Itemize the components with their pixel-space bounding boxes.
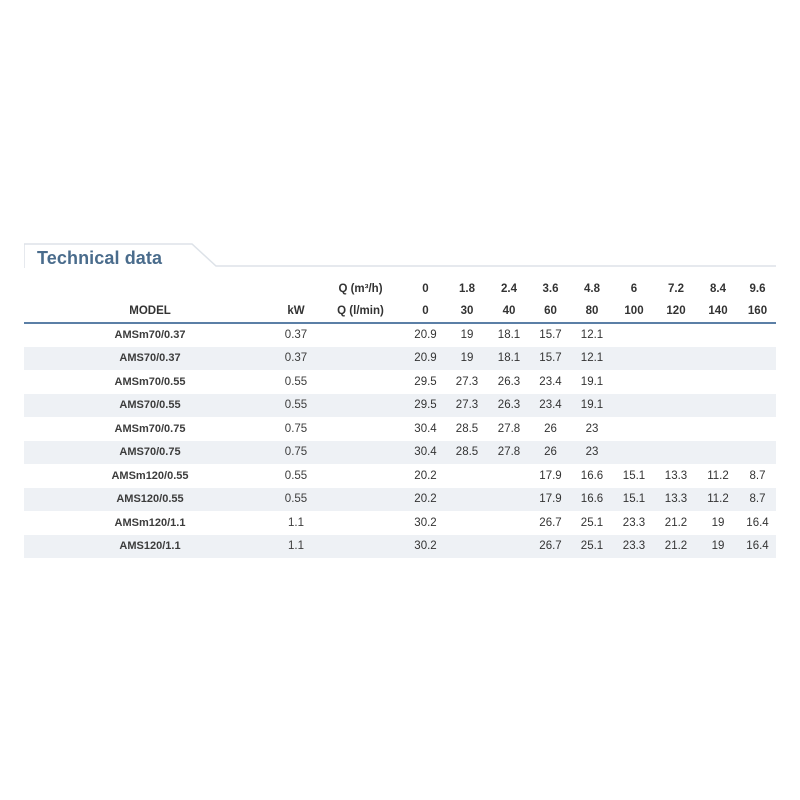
head-value-cell: 28.5: [455, 422, 479, 435]
q-m3h-value: 0: [422, 283, 429, 295]
model-column-header: MODEL: [24, 300, 276, 323]
kw-cell: 0.37: [276, 347, 316, 371]
head-value-cell: 19: [446, 347, 488, 371]
head-value-cell: [739, 370, 776, 394]
table-row: [24, 535, 776, 559]
header-row-q-m3h: [24, 278, 776, 300]
kw-cell: 0.37: [284, 329, 308, 342]
head-value-cell: 26.7: [539, 516, 562, 529]
spacer-cell: [316, 323, 405, 347]
spacer-cell: [316, 488, 405, 512]
model-cell: AMS120/1.1: [24, 535, 276, 559]
spacer-cell: [316, 464, 405, 488]
head-value-cell: 23: [571, 441, 613, 465]
head-value-cell: [613, 347, 655, 371]
kw-cell: 1.1: [276, 535, 316, 559]
head-value-cell: 25.1: [571, 535, 613, 559]
q-m3h-value: 2.4: [501, 283, 517, 295]
head-value-cell: 19.1: [580, 375, 604, 388]
q-lmin-value: 140: [697, 300, 739, 323]
head-value-cell: [655, 370, 697, 394]
head-value-cell: 27.3: [455, 375, 479, 388]
head-value-cell: [655, 417, 697, 441]
head-value-cell: 18.1: [497, 329, 521, 342]
head-value-cell: [655, 441, 697, 465]
spacer-cell: [316, 441, 405, 465]
q-m3h-value: 6: [630, 283, 638, 295]
table-row: [24, 464, 776, 488]
head-value-cell: 16.6: [580, 469, 604, 482]
spacer-cell: [316, 347, 405, 371]
head-value-cell: [697, 441, 739, 465]
head-value-cell: 19: [697, 535, 739, 559]
head-value-cell: 29.5: [414, 375, 437, 388]
kw-cell: 0.75: [284, 422, 308, 435]
head-value-cell: 17.9: [539, 469, 562, 482]
head-value-cell: 26: [544, 422, 557, 435]
head-value-cell: 15.7: [530, 347, 571, 371]
head-value-cell: 27.8: [497, 422, 521, 435]
technical-data-table: [24, 278, 776, 558]
model-cell: AMS120/0.55: [24, 488, 276, 512]
table-row: [24, 370, 776, 394]
head-value-cell: [613, 394, 655, 418]
head-value-cell: [446, 535, 488, 559]
head-value-cell: [739, 417, 776, 441]
spacer-cell: [316, 511, 405, 535]
head-value-cell: 15.1: [613, 488, 655, 512]
head-value-cell: 15.1: [622, 469, 646, 482]
head-value-cell: 28.5: [446, 441, 488, 465]
table-row: [24, 511, 776, 535]
spacer-cell: [316, 370, 405, 394]
head-value-cell: 23.4: [530, 394, 571, 418]
head-value-cell: 13.3: [664, 469, 688, 482]
head-value-cell: 18.1: [488, 347, 530, 371]
head-value-cell: [655, 394, 697, 418]
header-row-q-lmin: [24, 300, 776, 323]
kw-cell: 0.55: [276, 488, 316, 512]
head-value-cell: [739, 441, 776, 465]
head-value-cell: 16.4: [739, 535, 776, 559]
head-value-cell: 26.7: [530, 535, 571, 559]
table-row: [24, 323, 776, 347]
head-value-cell: 23.3: [622, 516, 646, 529]
head-value-cell: [446, 464, 488, 488]
head-value-cell: [697, 323, 739, 347]
head-value-cell: 16.4: [746, 516, 769, 529]
head-value-cell: 19.1: [571, 394, 613, 418]
q-lmin-value: 100: [613, 300, 655, 323]
table-row: [24, 347, 776, 371]
kw-cell: 0.55: [276, 394, 316, 418]
head-value-cell: 12.1: [580, 329, 604, 342]
head-value-cell: 11.2: [697, 488, 739, 512]
q-m3h-value: 8.4: [710, 283, 726, 295]
head-value-cell: 26.3: [488, 394, 530, 418]
head-value-cell: 23.4: [539, 375, 562, 388]
table-row: [24, 488, 776, 512]
table-row: [24, 417, 776, 441]
head-value-cell: [613, 323, 655, 347]
model-cell: AMSm70/0.75: [114, 422, 186, 435]
head-value-cell: [446, 511, 488, 535]
head-value-cell: [613, 417, 655, 441]
head-value-cell: [739, 394, 776, 418]
kw-cell: 0.55: [284, 469, 308, 482]
head-value-cell: [739, 347, 776, 371]
spacer-cell: [316, 394, 405, 418]
q-m3h-value: 1.8: [459, 283, 475, 295]
head-value-cell: 20.2: [405, 488, 446, 512]
head-value-cell: 17.9: [530, 488, 571, 512]
head-value-cell: 20.9: [414, 329, 437, 342]
head-value-cell: [488, 488, 530, 512]
head-value-cell: 26.3: [497, 375, 521, 388]
model-cell: AMSm70/0.55: [114, 375, 186, 388]
q-m3h-value: 7.2: [668, 283, 684, 295]
header-cell-empty: [276, 278, 316, 300]
head-value-cell: [739, 323, 776, 347]
head-value-cell: [613, 370, 655, 394]
head-value-cell: 11.2: [707, 469, 729, 482]
head-value-cell: 27.3: [446, 394, 488, 418]
model-cell: AMSm120/0.55: [111, 469, 189, 482]
head-value-cell: 27.8: [488, 441, 530, 465]
head-value-cell: 19: [711, 516, 725, 529]
q-lmin-value: 80: [571, 300, 613, 323]
head-value-cell: [613, 441, 655, 465]
head-value-cell: 26: [530, 441, 571, 465]
head-value-cell: [655, 323, 697, 347]
head-value-cell: 12.1: [571, 347, 613, 371]
head-value-cell: 23.3: [613, 535, 655, 559]
head-value-cell: 8.7: [739, 488, 776, 512]
kw-cell: 0.55: [284, 375, 308, 388]
head-value-cell: 20.9: [405, 347, 446, 371]
head-value-cell: [697, 417, 739, 441]
model-cell: AMSm70/0.37: [114, 329, 186, 342]
header-cell-empty: [24, 278, 276, 300]
head-value-cell: 20.2: [414, 469, 437, 482]
table-row: [24, 441, 776, 465]
head-value-cell: [488, 511, 530, 535]
head-value-cell: 29.5: [405, 394, 446, 418]
head-value-cell: [655, 347, 697, 371]
spacer-cell: [316, 417, 405, 441]
head-value-cell: [697, 347, 739, 371]
kw-column-header: kW: [276, 300, 316, 323]
q-lmin-value: 60: [530, 300, 571, 323]
head-value-cell: 30.4: [405, 441, 446, 465]
head-value-cell: 15.7: [539, 329, 562, 342]
q-m3h-label: Q (m³/h): [338, 283, 383, 295]
head-value-cell: 8.7: [749, 469, 766, 482]
head-value-cell: 30.2: [405, 535, 446, 559]
head-value-cell: [697, 394, 739, 418]
head-value-cell: 23: [585, 422, 599, 435]
model-cell: AMS70/0.75: [24, 441, 276, 465]
model-cell: AMS70/0.55: [24, 394, 276, 418]
model-cell: AMSm120/1.1: [114, 516, 186, 529]
q-m3h-value: 4.8: [584, 283, 600, 295]
q-lmin-value: 30: [446, 300, 488, 323]
q-lmin-value: 40: [488, 300, 530, 323]
model-cell: AMS70/0.37: [24, 347, 276, 371]
q-lmin-value: 0: [405, 300, 446, 323]
head-value-cell: 21.2: [655, 535, 697, 559]
head-value-cell: [697, 370, 739, 394]
head-value-cell: 25.1: [580, 516, 604, 529]
spacer-cell: [316, 535, 405, 559]
q-lmin-value: 120: [655, 300, 697, 323]
head-value-cell: [488, 464, 530, 488]
head-value-cell: 30.2: [414, 516, 437, 529]
kw-cell: 0.75: [276, 441, 316, 465]
head-value-cell: [488, 535, 530, 559]
section-title: Technical data: [37, 248, 163, 268]
q-lmin-value: 160: [739, 300, 776, 323]
head-value-cell: 13.3: [655, 488, 697, 512]
q-m3h-value: 3.6: [542, 283, 559, 295]
head-value-cell: 30.4: [414, 422, 437, 435]
table-row: [24, 394, 776, 418]
head-value-cell: 21.2: [664, 516, 688, 529]
kw-cell: 1.1: [288, 516, 304, 529]
head-value-cell: 19: [460, 329, 474, 342]
head-value-cell: [446, 488, 488, 512]
head-value-cell: 16.6: [571, 488, 613, 512]
q-lmin-label: Q (l/min): [316, 300, 405, 323]
q-m3h-value: 9.6: [749, 283, 766, 295]
